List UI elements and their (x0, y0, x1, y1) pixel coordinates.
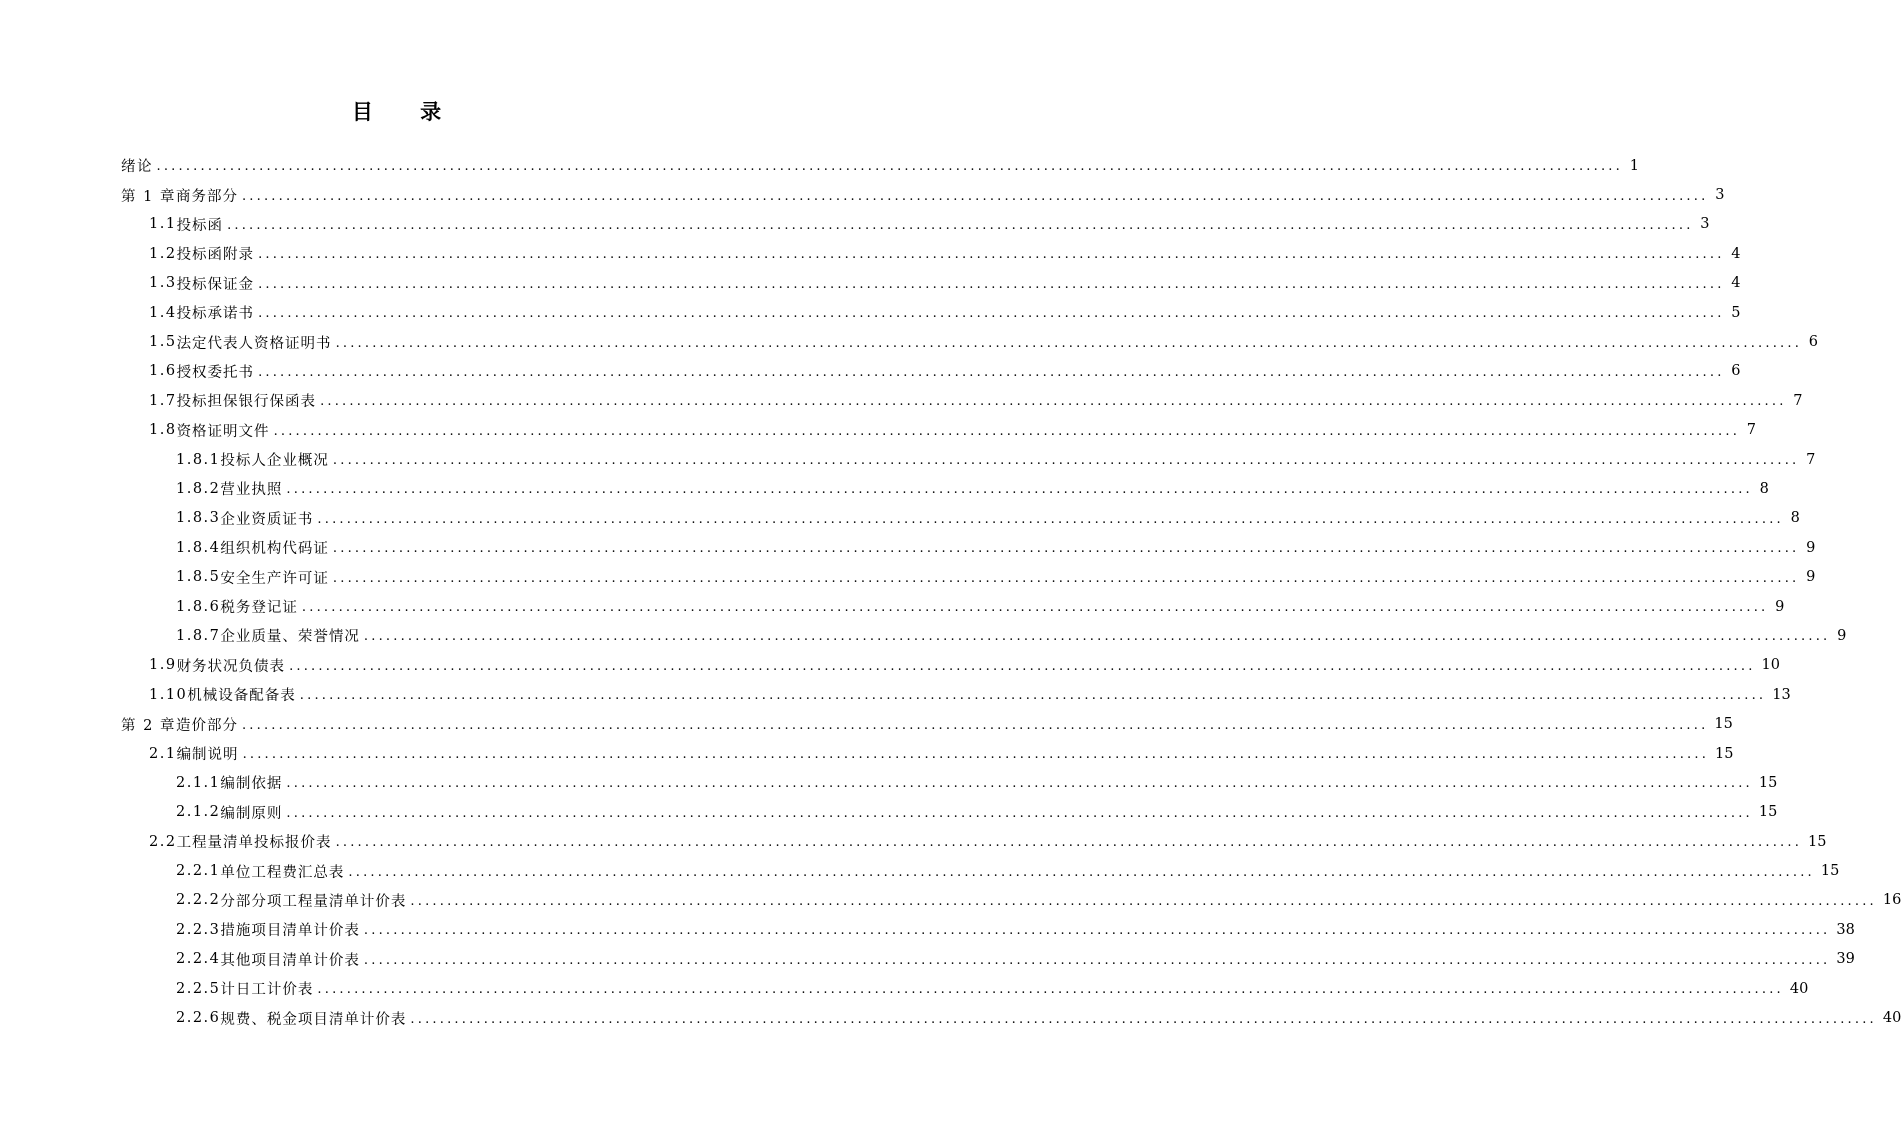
toc-entry[interactable] (0, 651, 1780, 680)
toc-entry-page-number: 13 (1772, 686, 1791, 703)
toc-entry-title: 企业资质证书 (220, 511, 314, 528)
toc-entry-page-number: 16 (1882, 892, 1901, 909)
toc-entry-number: 1.5 (149, 334, 177, 351)
toc-entry-title: 商务部分 (175, 188, 238, 205)
toc-entry-page-number: 40 (1882, 1010, 1901, 1027)
toc-entry-page-number: 15 (1808, 833, 1827, 850)
toc-entry[interactable] (0, 327, 1819, 356)
toc-entry-number: 1.8.4 (176, 539, 221, 556)
toc-entry-title: 编制原则 (220, 805, 283, 822)
toc-entry-title: 企业质量、荣誉情况 (220, 629, 360, 646)
toc-entry-title: 机械设备配备表 (187, 688, 296, 705)
toc-entry[interactable] (0, 386, 1803, 415)
toc-dot-leader: ........................................................................................................................................................................................................ (363, 629, 1831, 645)
toc-dot-leader: ........................................................................................................................................................................................................ (289, 658, 1756, 674)
toc-entry[interactable] (0, 357, 1741, 386)
toc-entry[interactable] (0, 298, 1741, 327)
toc-dot-leader: ........................................................................................................................................................................................................ (348, 864, 1815, 880)
toc-entry-title: 措施项目清单计价表 (220, 923, 360, 940)
toc-entry-page-number: 1 (1629, 157, 1639, 174)
toc-entry[interactable] (0, 533, 1816, 562)
toc-entry-number: 2.1 (149, 745, 177, 762)
toc-entry-number: 1.10 (149, 686, 188, 703)
toc-entry-number: 绪 (121, 159, 137, 176)
toc-entry-page-number: 15 (1758, 774, 1778, 791)
toc-entry-title: 投标担保银行保函表 (176, 394, 317, 411)
toc-dot-leader: ........................................................................................................................................................................................................ (227, 217, 1694, 233)
toc-entry-page-number: 9 (1806, 569, 1816, 586)
toc-entry-title: 安全生产许可证 (220, 570, 329, 587)
toc-entry[interactable] (0, 592, 1785, 621)
toc-entry-title: 论 (137, 159, 153, 176)
toc-entry-page-number: 6 (1731, 363, 1741, 380)
toc-dot-leader: ........................................................................................................................................................................................................ (286, 805, 1753, 821)
toc-entry[interactable] (0, 768, 1778, 797)
toc-entry-title: 投标承诺书 (176, 306, 255, 323)
toc-entry-title: 资格证明文件 (176, 423, 270, 440)
toc-entry[interactable] (0, 445, 1816, 474)
toc-entry[interactable] (0, 269, 1741, 298)
toc-entry[interactable] (0, 915, 1855, 944)
toc-entry-title: 授权委托书 (176, 364, 255, 381)
toc-entry-title: 组织机构代码证 (220, 541, 329, 558)
toc-entry-number: 1.8.5 (176, 569, 221, 586)
toc-entry-page-number: 5 (1731, 304, 1741, 321)
toc-entry-number: 2.2.2 (176, 892, 221, 909)
toc-entry-title: 单位工程费汇总表 (220, 864, 345, 881)
toc-entry-number: 1.8.6 (176, 598, 221, 615)
toc-entry-title: 规费、税金项目清单计价表 (220, 1011, 407, 1028)
toc-entry[interactable] (0, 680, 1791, 709)
toc-entry-number: 1.3 (149, 275, 177, 292)
toc-entry[interactable] (0, 416, 1757, 445)
toc-dot-leader: ........................................................................................................................................................................................................ (299, 688, 1767, 704)
toc-entry[interactable] (0, 1003, 1901, 1032)
toc-entry-page-number: 7 (1746, 422, 1757, 439)
toc-entry-number: 2.2.1 (176, 863, 221, 880)
toc-entry-number: 第 1 章 (121, 188, 176, 205)
toc-dot-leader: ........................................................................................................................................................................................................ (241, 188, 1709, 204)
toc-entry-page-number: 7 (1806, 451, 1816, 468)
toc-entry[interactable] (0, 151, 1639, 180)
toc-entry[interactable] (0, 827, 1827, 856)
toc-entry[interactable] (0, 180, 1725, 209)
toc-entry-number: 2.2.5 (176, 980, 221, 997)
toc-entry-page-number: 40 (1789, 980, 1809, 997)
toc-entry-page-number: 15 (1758, 804, 1778, 821)
toc-entry-title: 税务登记证 (220, 600, 298, 617)
toc-entry-page-number: 10 (1761, 657, 1780, 674)
toc-entry-title: 财务状况负债表 (176, 658, 286, 675)
toc-entry-title: 计日工计价表 (220, 982, 314, 999)
toc-dot-leader: ........................................................................................................................................................................................................ (286, 776, 1753, 792)
toc-dot-leader: ........................................................................................................................................................................................................ (335, 335, 1803, 351)
toc-entry-title: 分部分项工程量清单计价表 (220, 893, 407, 910)
toc-dot-leader: ........................................................................................................................................................................................................ (332, 541, 1800, 557)
toc-entry-number: 1.8.7 (176, 627, 221, 644)
toc-entry-number: 2.2.4 (176, 951, 221, 968)
toc-entry-number: 1.2 (149, 245, 177, 262)
toc-entry-number: 1.8.3 (176, 510, 221, 527)
toc-dot-leader: ........................................................................................................................................................................................................ (241, 717, 1709, 733)
toc-dot-leader: ........................................................................................................................................................................................................ (317, 982, 1784, 998)
toc-entry-page-number: 9 (1806, 539, 1816, 556)
toc-entry-page-number: 3 (1700, 216, 1710, 233)
toc-entry-title: 编制说明 (176, 747, 239, 763)
toc-entry[interactable] (0, 886, 1901, 915)
toc-entry[interactable] (0, 474, 1769, 503)
toc-entry-number: 1.8.2 (176, 480, 221, 497)
toc-entry-number: 2.2 (149, 833, 177, 850)
toc-dot-leader: ........................................................................................................................................................................................................ (363, 952, 1831, 968)
toc-entry-page-number: 15 (1714, 716, 1733, 733)
toc-entry-title: 投标函附录 (176, 247, 255, 264)
toc-dot-leader: ........................................................................................................................................................................................................ (286, 482, 1753, 498)
toc-entry-number: 1.8 (149, 422, 177, 439)
toc-dot-leader: ........................................................................................................................................................................................................ (301, 600, 1769, 616)
toc-entry[interactable] (0, 210, 1710, 239)
toc-entry-title: 投标人企业概况 (220, 453, 329, 470)
toc-entry-page-number: 6 (1808, 334, 1819, 351)
toc-entry-page-number: 3 (1715, 187, 1725, 204)
toc-entry[interactable] (0, 856, 1840, 885)
toc-entry-number: 1.4 (149, 304, 177, 321)
toc-dot-leader: ........................................................................................................................................................................................................ (363, 923, 1831, 939)
toc-dot-leader: ........................................................................................................................................................................................................ (258, 276, 1725, 292)
toc-list (0, 151, 1901, 1033)
toc-entry-title: 编制依据 (220, 776, 283, 793)
toc-entry-page-number: 9 (1775, 598, 1785, 615)
toc-entry-number: 1.9 (149, 657, 177, 674)
toc-entry[interactable] (0, 739, 1734, 768)
toc-entry-number: 2.1.2 (176, 804, 221, 821)
toc-entry-number: 2.1.1 (176, 774, 221, 791)
toc-entry-page-number: 38 (1836, 921, 1855, 938)
toc-dot-leader: ........................................................................................................................................................................................................ (332, 570, 1800, 586)
toc-entry[interactable] (0, 504, 1800, 533)
toc-entry-page-number: 8 (1759, 480, 1769, 497)
toc-entry-title: 造价部分 (175, 717, 238, 734)
toc-dot-leader: ........................................................................................................................................................................................................ (156, 159, 1623, 175)
toc-entry-number: 1.1 (149, 216, 177, 233)
toc-dot-leader: ........................................................................................................................................................................................................ (317, 511, 1784, 527)
toc-entry-number: 2.2.3 (176, 921, 221, 938)
toc-entry-number: 1.6 (149, 363, 177, 380)
toc-entry-page-number: 9 (1837, 627, 1847, 644)
toc-entry[interactable] (0, 621, 1847, 650)
toc-entry-page-number: 4 (1731, 275, 1741, 292)
toc-entry-page-number: 8 (1790, 510, 1800, 527)
toc-entry-page-number: 7 (1793, 392, 1803, 409)
toc-entry-page-number: 39 (1836, 951, 1855, 968)
toc-dot-leader: ........................................................................................................................................................................................................ (410, 1011, 1877, 1027)
toc-entry-title: 法定代表人资格证明书 (176, 335, 332, 352)
toc-dot-leader: ........................................................................................................................................................................................................ (335, 835, 1803, 851)
toc-dot-leader: ........................................................................................................................................................................................................ (242, 747, 1710, 762)
toc-dot-leader: ........................................................................................................................................................................................................ (410, 893, 1877, 909)
toc-entry[interactable] (0, 709, 1733, 738)
toc-entry-page-number: 15 (1820, 863, 1840, 880)
toc-dot-leader: ........................................................................................................................................................................................................ (332, 453, 1800, 469)
toc-entry[interactable] (0, 798, 1778, 827)
toc-entry-page-number: 4 (1731, 245, 1741, 262)
toc-entry[interactable] (0, 974, 1809, 1003)
toc-entry-number: 1.8.1 (176, 451, 221, 468)
toc-entry[interactable] (0, 945, 1855, 974)
toc-entry-number: 1.7 (149, 392, 177, 409)
toc-dot-leader: ........................................................................................................................................................................................................ (273, 423, 1741, 439)
toc-entry-number: 2.2.6 (176, 1010, 221, 1027)
toc-title: 目 录 (351, 99, 462, 124)
toc-entry-title: 投标保证金 (176, 276, 255, 293)
toc-entry-page-number: 15 (1715, 745, 1734, 762)
toc-entry-title: 投标函 (176, 217, 224, 234)
toc-dot-leader: ........................................................................................................................................................................................................ (258, 306, 1725, 322)
toc-entry-title: 工程量清单投标报价表 (176, 835, 332, 852)
toc-entry[interactable] (0, 239, 1741, 268)
toc-entry[interactable] (0, 562, 1816, 591)
toc-entry-title: 营业执照 (220, 482, 283, 499)
toc-dot-leader: ........................................................................................................................................................................................................ (320, 394, 1787, 410)
toc-dot-leader: ........................................................................................................................................................................................................ (258, 364, 1725, 380)
toc-entry-number: 第 2 章 (121, 717, 176, 734)
toc-entry-title: 其他项目清单计价表 (220, 952, 360, 969)
toc-dot-leader: ........................................................................................................................................................................................................ (258, 247, 1725, 263)
